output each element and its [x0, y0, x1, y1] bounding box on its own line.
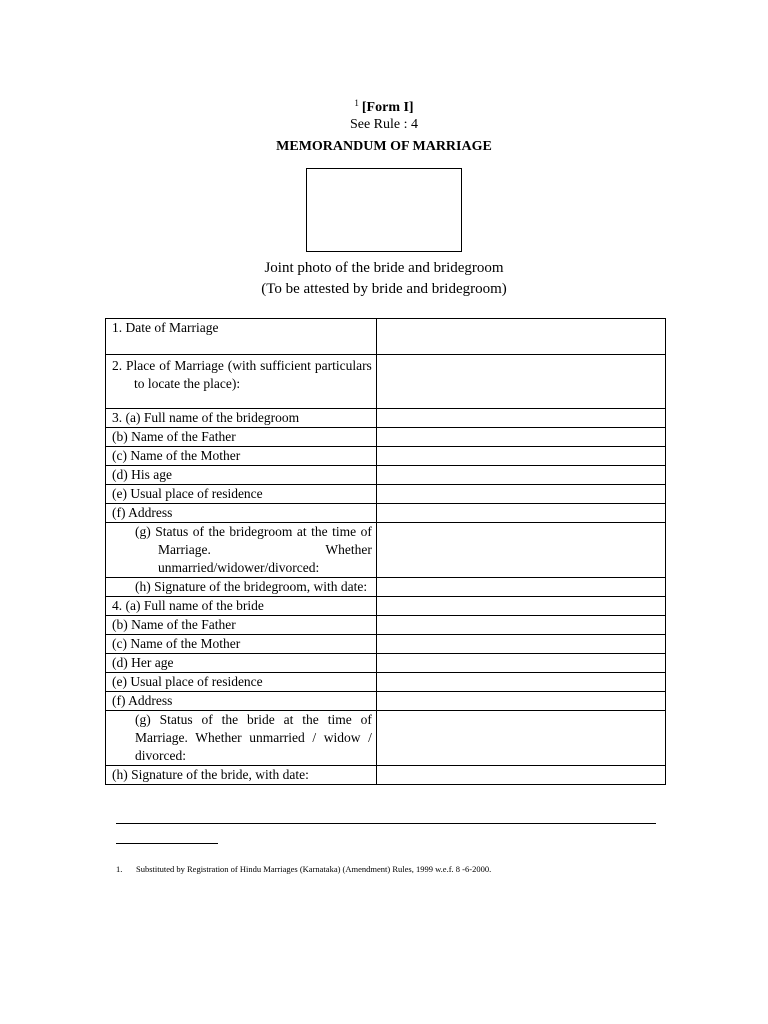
table-row	[106, 485, 666, 504]
bride-status-cell	[106, 711, 377, 766]
groom-father-field[interactable]	[376, 428, 665, 447]
bride-status-label: (g) Status of the bride at the time of Marriage. Whether unmarried / widow / divorced:	[135, 712, 372, 763]
table-row	[106, 355, 666, 409]
bride-signature-field[interactable]	[376, 766, 665, 785]
bride-status-field[interactable]	[376, 711, 665, 766]
footnote-separator-short-line	[116, 843, 218, 844]
footnote-marker: 1	[354, 98, 359, 108]
groom-signature-field[interactable]	[376, 578, 665, 597]
groom-residence-label: (e) Usual place of residence	[106, 485, 377, 504]
photo-box	[306, 168, 462, 252]
groom-age-field[interactable]	[376, 466, 665, 485]
see-rule: See Rule : 4	[349, 117, 419, 132]
bride-signature-label: (h) Signature of the bride, with date:	[106, 766, 377, 785]
table-row	[106, 504, 666, 523]
bride-address-label: (f) Address	[106, 692, 377, 711]
bride-father-field[interactable]	[376, 616, 665, 635]
table-row	[106, 319, 666, 355]
table-row	[106, 428, 666, 447]
footnote-text: Substituted by Registration of Hindu Marriages (Karnataka) (Amendment) Rules, 1999 w.e.f. 8 -6-2000.	[136, 864, 492, 874]
date-of-marriage-label: 1. Date of Marriage	[106, 319, 377, 355]
bride-father-label: (b) Name of the Father	[106, 616, 377, 635]
table-row	[106, 466, 666, 485]
groom-residence-field[interactable]	[376, 485, 665, 504]
groom-signature-cell	[106, 578, 377, 597]
groom-status-label: (g) Status of the bridegroom at the time of Marriage. Whether unmarried/widower/divorced:	[135, 524, 372, 575]
photo-caption-line1: Joint photo of the bride and bridegroom	[264, 260, 504, 276]
photo-caption-line2: (To be attested by bride and bridegroom)	[261, 281, 507, 297]
table-row	[106, 673, 666, 692]
groom-signature-label: (h) Signature of the bridegroom, with date:	[135, 579, 368, 594]
place-of-marriage-label: 2. Place of Marriage (with sufficient particulars to locate the place):	[112, 358, 372, 391]
table-row	[106, 409, 666, 428]
footnote-separator-line	[116, 823, 656, 824]
table-row	[106, 692, 666, 711]
groom-age-label: (d) His age	[106, 466, 377, 485]
bride-age-label: (d) Her age	[106, 654, 377, 673]
groom-full-name-label: 3. (a) Full name of the bridegroom	[106, 409, 377, 428]
marriage-form-table	[105, 318, 666, 785]
place-of-marriage-cell	[106, 355, 377, 409]
bride-address-field[interactable]	[376, 692, 665, 711]
table-row	[106, 523, 666, 578]
bride-full-name-field[interactable]	[376, 597, 665, 616]
place-of-marriage-field[interactable]	[376, 355, 665, 409]
table-row	[106, 597, 666, 616]
groom-mother-field[interactable]	[376, 447, 665, 466]
footnote	[116, 863, 491, 875]
groom-status-cell	[106, 523, 377, 578]
table-row	[106, 711, 666, 766]
groom-address-label: (f) Address	[106, 504, 377, 523]
bride-full-name-label: 4. (a) Full name of the bride	[106, 597, 377, 616]
table-row	[106, 766, 666, 785]
bride-residence-label: (e) Usual place of residence	[106, 673, 377, 692]
bride-mother-field[interactable]	[376, 635, 665, 654]
table-row	[106, 616, 666, 635]
table-row	[106, 578, 666, 597]
table-row	[106, 635, 666, 654]
bride-age-field[interactable]	[376, 654, 665, 673]
page-title: MEMORANDUM OF MARRIAGE	[276, 139, 492, 154]
groom-mother-label: (c) Name of the Mother	[106, 447, 377, 466]
groom-full-name-field[interactable]	[376, 409, 665, 428]
bride-mother-label: (c) Name of the Mother	[106, 635, 377, 654]
bride-residence-field[interactable]	[376, 673, 665, 692]
table-row	[106, 654, 666, 673]
footnote-number: 1.	[116, 864, 123, 874]
groom-father-label: (b) Name of the Father	[106, 428, 377, 447]
form-label: [Form I]	[361, 100, 414, 115]
date-of-marriage-field[interactable]	[376, 319, 665, 355]
table-row	[106, 447, 666, 466]
groom-address-field[interactable]	[376, 504, 665, 523]
groom-status-field[interactable]	[376, 523, 665, 578]
